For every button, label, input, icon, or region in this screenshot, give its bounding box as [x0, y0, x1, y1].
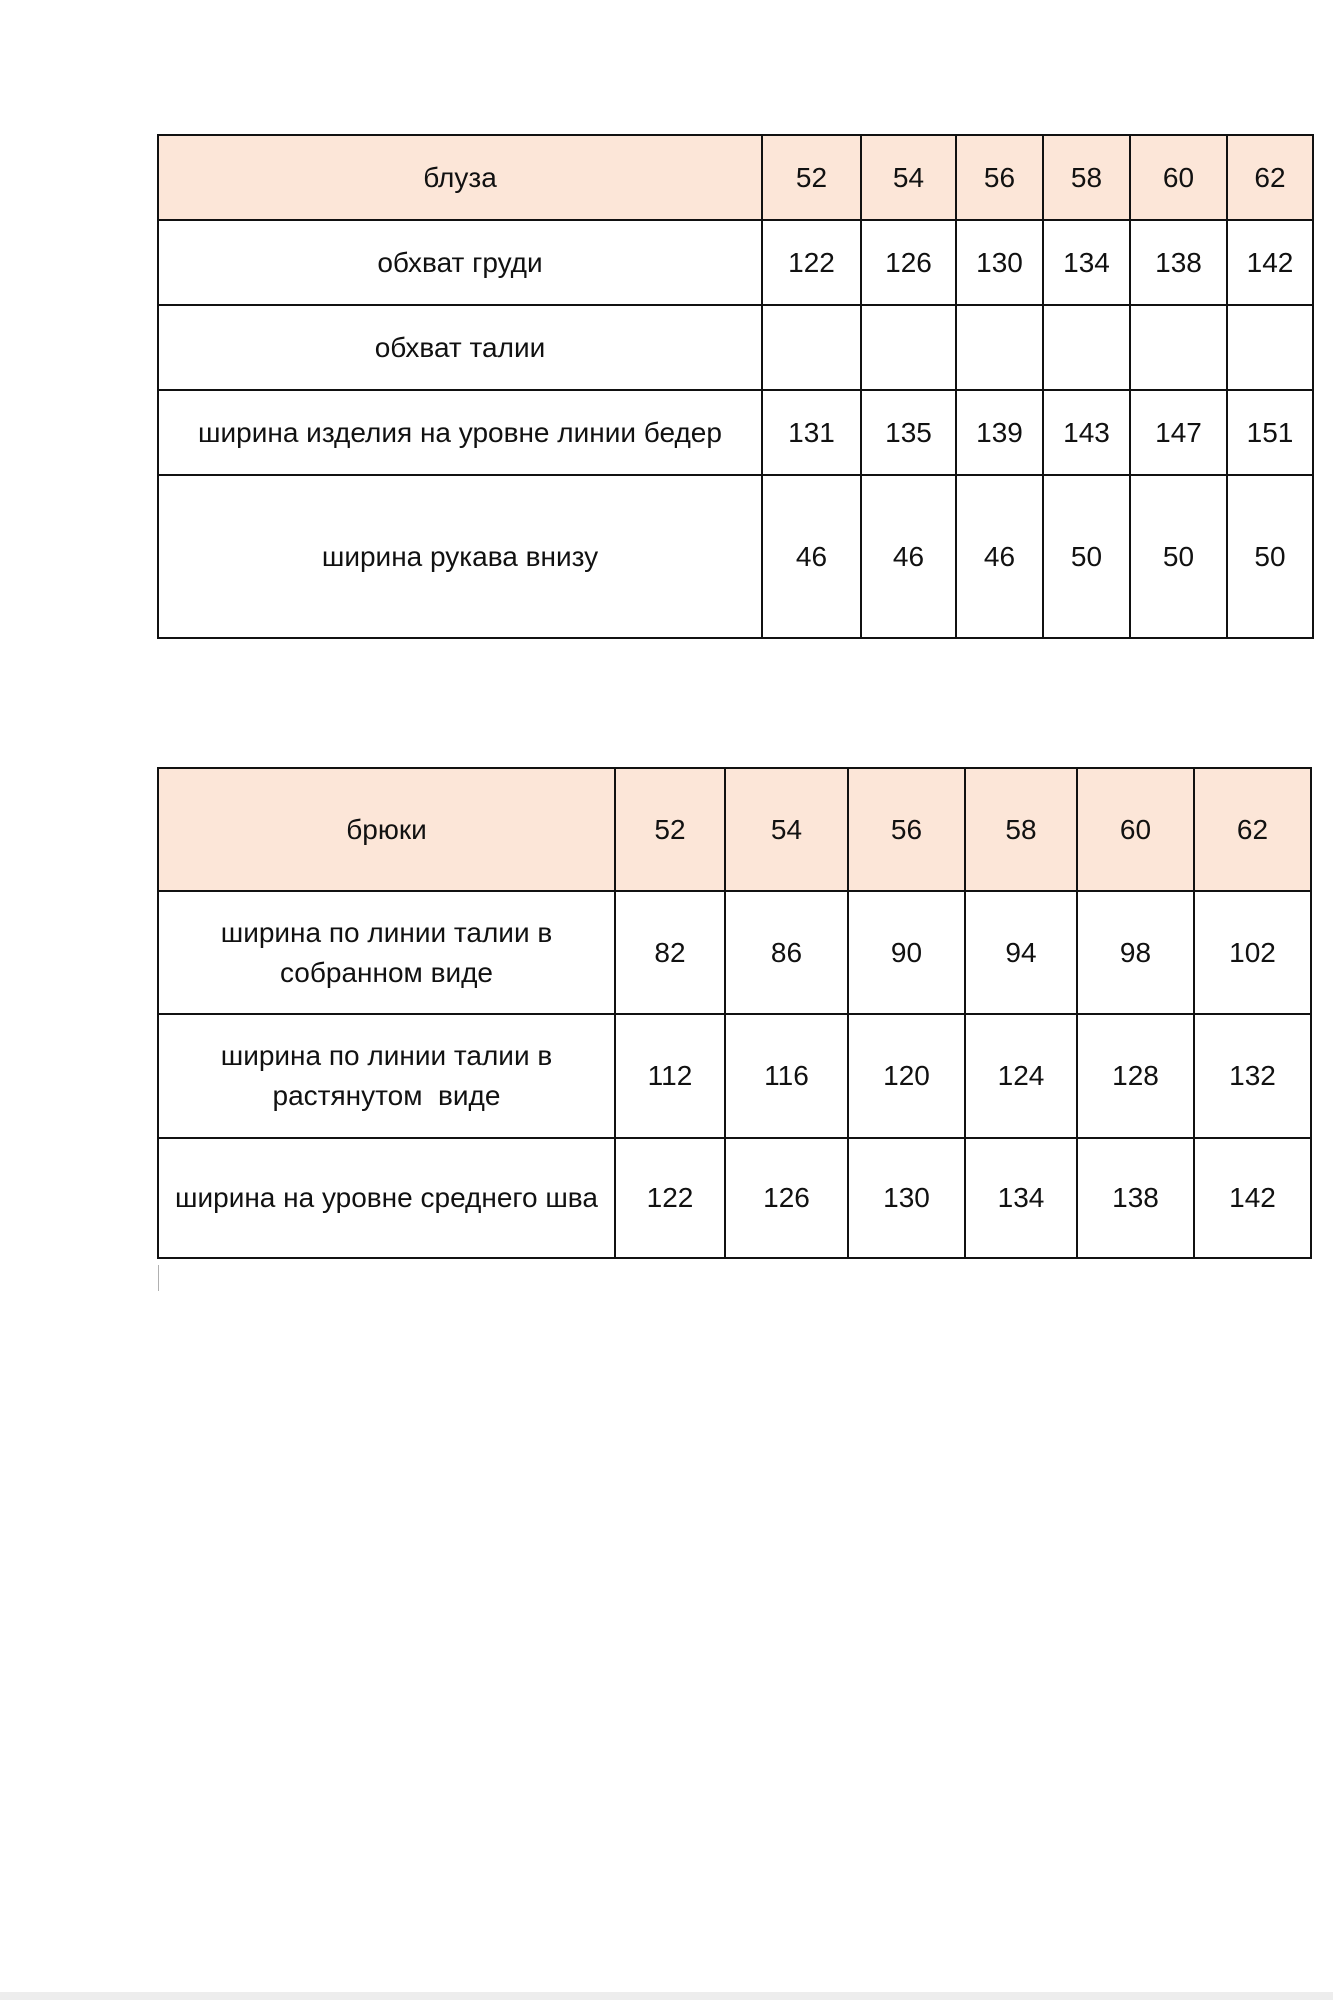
measurement-label-cell: ширина изделия на уровне линии бедер: [158, 390, 762, 475]
measurement-label-cell: ширина на уровне среднего шва: [158, 1138, 615, 1258]
measurement-value-cell: 128: [1077, 1014, 1194, 1138]
table-row: [158, 220, 1313, 305]
size-header-cell: 60: [1077, 768, 1194, 891]
measurement-value-cell: 142: [1227, 220, 1313, 305]
measurement-label-cell: обхват груди: [158, 220, 762, 305]
measurement-value-cell: 126: [861, 220, 956, 305]
measurement-value-cell: 143: [1043, 390, 1130, 475]
measurement-value-cell: 134: [1043, 220, 1130, 305]
measurement-value-cell: 46: [762, 475, 861, 638]
measurement-label-cell: обхват талии: [158, 305, 762, 390]
size-header-cell: 60: [1130, 135, 1227, 220]
measurement-value-cell: 138: [1077, 1138, 1194, 1258]
table-row: [158, 1138, 1311, 1258]
measurement-value-cell: 126: [725, 1138, 848, 1258]
measurement-value-cell: 112: [615, 1014, 725, 1138]
measurement-value-cell: 50: [1043, 475, 1130, 638]
table-title-cell: брюки: [158, 768, 615, 891]
measurement-value-cell: 82: [615, 891, 725, 1014]
measurement-value-cell: 46: [861, 475, 956, 638]
size-header-cell: 54: [725, 768, 848, 891]
table-row: [158, 891, 1311, 1014]
blouse-size-table: [157, 134, 1314, 639]
size-header-cell: 58: [1043, 135, 1130, 220]
table-title-cell: блуза: [158, 135, 762, 220]
measurement-value-cell: 122: [615, 1138, 725, 1258]
measurement-value-cell: 94: [965, 891, 1077, 1014]
size-header-cell: 58: [965, 768, 1077, 891]
table-row: [158, 305, 1313, 390]
measurement-value-cell: 147: [1130, 390, 1227, 475]
measurement-value-cell: 142: [1194, 1138, 1311, 1258]
table-row: [158, 475, 1313, 638]
size-header-cell: 52: [615, 768, 725, 891]
table-row: [158, 390, 1313, 475]
measurement-value-cell: [861, 305, 956, 390]
measurement-value-cell: [1130, 305, 1227, 390]
measurement-value-cell: [762, 305, 861, 390]
measurement-value-cell: 138: [1130, 220, 1227, 305]
measurement-value-cell: 86: [725, 891, 848, 1014]
measurement-value-cell: [1227, 305, 1313, 390]
measurement-value-cell: 124: [965, 1014, 1077, 1138]
bottom-edge: [0, 1992, 1333, 2000]
measurement-value-cell: 151: [1227, 390, 1313, 475]
measurement-value-cell: 132: [1194, 1014, 1311, 1138]
measurement-value-cell: 139: [956, 390, 1043, 475]
measurement-label-cell: ширина рукава внизу: [158, 475, 762, 638]
size-header-cell: 62: [1227, 135, 1313, 220]
measurement-value-cell: 50: [1227, 475, 1313, 638]
measurement-value-cell: 130: [956, 220, 1043, 305]
measurement-value-cell: 120: [848, 1014, 965, 1138]
size-header-cell: 62: [1194, 768, 1311, 891]
text-cursor: [158, 1265, 159, 1291]
trousers-size-table: [157, 767, 1312, 1259]
measurement-value-cell: [956, 305, 1043, 390]
measurement-value-cell: 130: [848, 1138, 965, 1258]
table-row: [158, 1014, 1311, 1138]
size-header-cell: 54: [861, 135, 956, 220]
measurement-value-cell: 116: [725, 1014, 848, 1138]
measurement-label-cell: ширина по линии талии в собранном виде: [158, 891, 615, 1014]
measurement-value-cell: 131: [762, 390, 861, 475]
measurement-value-cell: 46: [956, 475, 1043, 638]
measurement-value-cell: 98: [1077, 891, 1194, 1014]
table-header-row: [158, 135, 1313, 220]
measurement-value-cell: 122: [762, 220, 861, 305]
size-header-cell: 56: [956, 135, 1043, 220]
measurement-value-cell: 134: [965, 1138, 1077, 1258]
measurement-value-cell: 90: [848, 891, 965, 1014]
measurement-value-cell: 50: [1130, 475, 1227, 638]
table-header-row: [158, 768, 1311, 891]
measurement-label-cell: ширина по линии талии в растянутом виде: [158, 1014, 615, 1138]
size-header-cell: 52: [762, 135, 861, 220]
measurement-value-cell: [1043, 305, 1130, 390]
measurement-value-cell: 135: [861, 390, 956, 475]
measurement-value-cell: 102: [1194, 891, 1311, 1014]
size-header-cell: 56: [848, 768, 965, 891]
